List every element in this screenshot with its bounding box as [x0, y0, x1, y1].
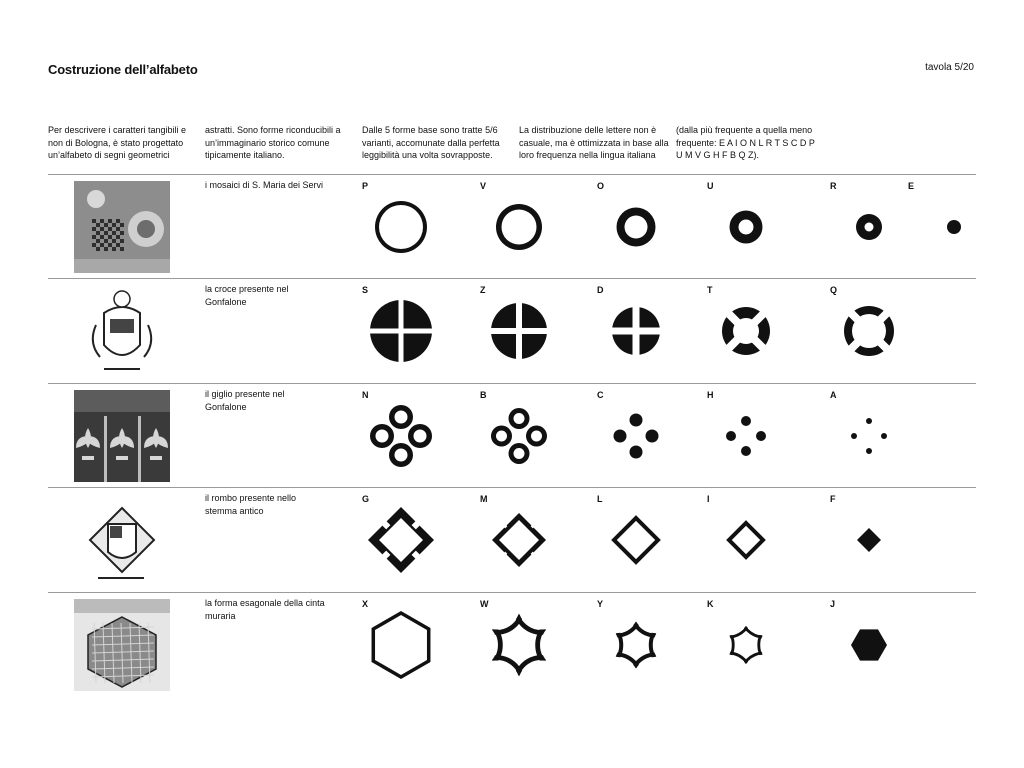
ancient-crest-drawing: [74, 494, 170, 586]
glyph-l-rhombus-icon: [601, 505, 671, 575]
letter-label-r: R: [830, 181, 837, 191]
letter-label-g: G: [362, 494, 370, 504]
glyph-p-ring-icon: [366, 192, 436, 262]
letter-label-j: J: [830, 599, 836, 609]
row-divider: [48, 487, 976, 488]
glyph-k-hexagon-icon: [711, 610, 781, 680]
letter-label-k: K: [707, 599, 714, 609]
row-description: i mosaici di S. Maria dei Servi: [205, 180, 324, 190]
letter-label-a: A: [830, 390, 837, 400]
letter-label-p: P: [362, 181, 369, 191]
row-description: la croce presente nel Gonfalone: [205, 284, 289, 307]
letter-label-l: L: [597, 494, 603, 504]
glyph-u-ring-icon: [711, 192, 781, 262]
glyph-a-lily-icon: [834, 401, 904, 471]
row-description: il rombo presente nello stemma antico: [205, 493, 297, 516]
row-divider: [48, 278, 976, 279]
glyph-i-rhombus-icon: [711, 505, 781, 575]
glyph-c-lily-icon: [601, 401, 671, 471]
letter-label-s: S: [362, 285, 369, 295]
letter-label-o: O: [597, 181, 605, 191]
intro-paragraph-1: Per descrivere i caratteri tangibili e non di Bologna, è stato progettato un’alfabeto di segni geometrici: [48, 125, 187, 160]
row-divider: [48, 383, 976, 384]
glyph-f-rhombus-icon: [834, 505, 904, 575]
letter-label-f: F: [830, 494, 836, 504]
glyph-w-hexagon-icon: [484, 610, 554, 680]
glyph-d-cross-icon: [601, 296, 671, 366]
letter-label-n: N: [362, 390, 369, 400]
letter-label-b: B: [480, 390, 487, 400]
intro-paragraph-5: (dalla più frequente a quella meno frequente: E A I O N L R T S C D P U M V G H F B Q Z).: [676, 125, 815, 160]
glyph-v-ring-icon: [484, 192, 554, 262]
row-divider: [48, 592, 976, 593]
letter-label-y: Y: [597, 599, 604, 609]
lily-banner-photo: [74, 390, 170, 482]
glyph-z-cross-icon: [484, 296, 554, 366]
intro-paragraph-4: La distribuzione delle lettere non è casuale, ma è ottimizzata in base alla loro frequenza nella lingua italiana: [519, 125, 669, 160]
glyph-o-ring-icon: [601, 192, 671, 262]
glyph-r-ring-icon: [834, 192, 904, 262]
page-title: Costruzione dell’alfabeto: [48, 62, 198, 77]
city-walls-map: [74, 599, 170, 691]
glyph-n-lily-icon: [366, 401, 436, 471]
letter-label-x: X: [362, 599, 369, 609]
glyph-q-cross-icon: [834, 296, 904, 366]
letter-label-w: W: [480, 599, 489, 609]
letter-label-d: D: [597, 285, 604, 295]
glyph-y-hexagon-icon: [601, 610, 671, 680]
coat-of-arms-drawing: [74, 285, 170, 377]
row-divider: [48, 174, 976, 175]
letter-label-c: C: [597, 390, 604, 400]
glyph-b-lily-icon: [484, 401, 554, 471]
intro-paragraph-2: astratti. Sono forme riconducibili a un’immaginario storico comune tipicamente italiano.: [205, 125, 341, 160]
letter-label-u: U: [707, 181, 714, 191]
letter-label-h: H: [707, 390, 714, 400]
glyph-h-lily-icon: [711, 401, 781, 471]
intro-paragraph-3: Dalle 5 forme base sono tratte 5/6 varianti, accomunate dalla perfetta leggibilità una volta sovrapposte.: [362, 125, 500, 160]
letter-label-q: Q: [830, 285, 838, 295]
glyph-t-cross-icon: [711, 296, 781, 366]
glyph-x-hexagon-icon: [366, 610, 436, 680]
glyph-j-hexagon-icon: [834, 610, 904, 680]
letter-label-z: Z: [480, 285, 486, 295]
row-description: la forma esagonale della cinta muraria: [205, 598, 325, 621]
glyph-m-rhombus-icon: [484, 505, 554, 575]
letter-label-t: T: [707, 285, 713, 295]
letter-label-m: M: [480, 494, 488, 504]
letter-label-i: I: [707, 494, 710, 504]
letter-label-e: E: [908, 181, 915, 191]
glyph-s-cross-icon: [366, 296, 436, 366]
glyph-g-rhombus-icon: [366, 505, 436, 575]
mosaic-photo: [74, 181, 170, 273]
page-number: tavola 5/20: [925, 62, 974, 73]
glyph-e-ring-icon: [919, 192, 989, 262]
letter-label-v: V: [480, 181, 487, 191]
row-description: il giglio presente nel Gonfalone: [205, 389, 285, 412]
